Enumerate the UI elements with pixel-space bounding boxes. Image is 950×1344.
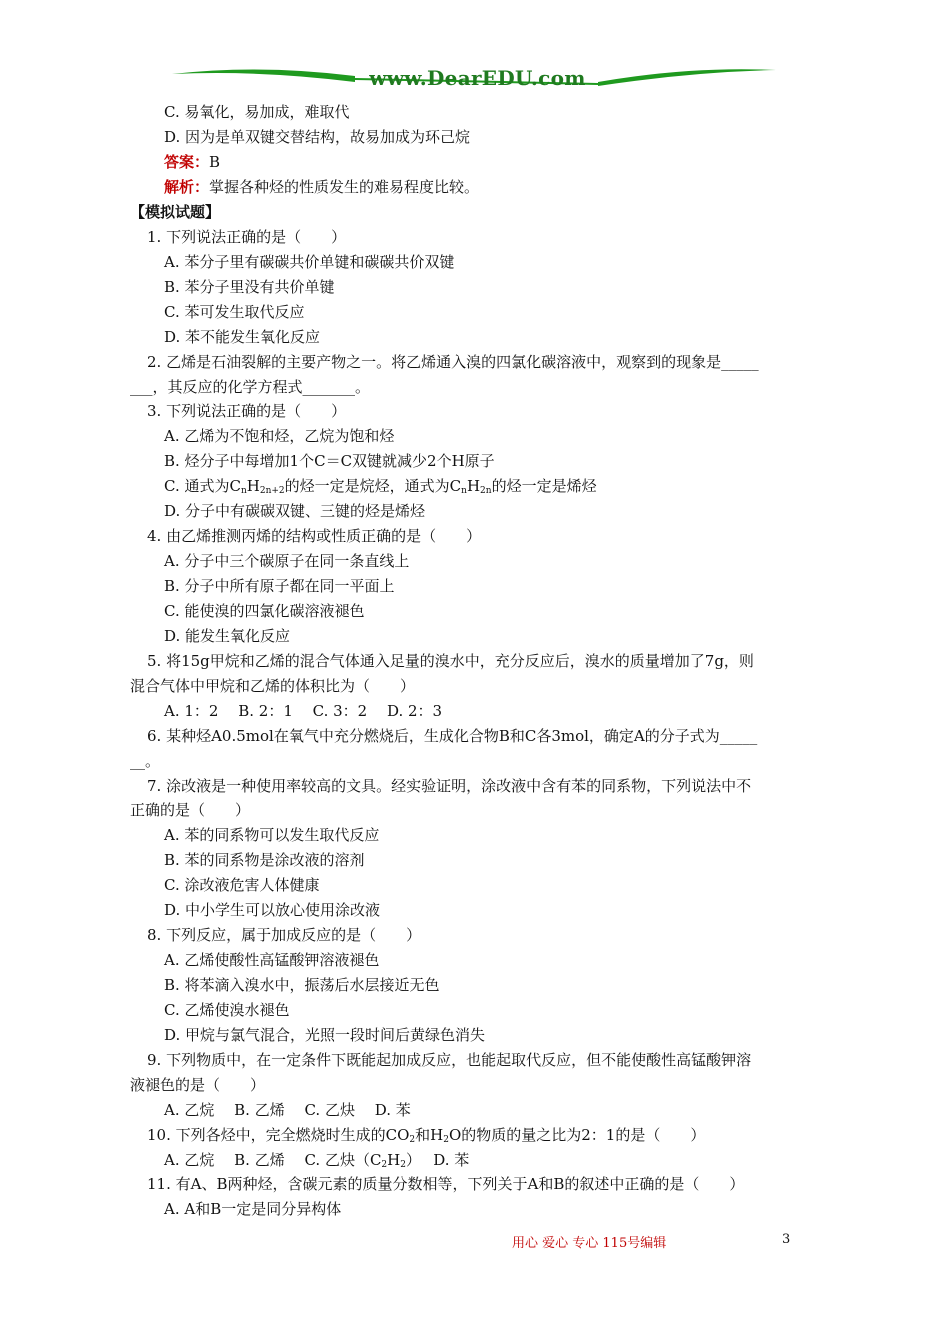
answer-value: B [209, 153, 221, 171]
prev-option-d: D. 因为是单双键交替结构，故易加成为环己烷 [164, 128, 471, 146]
q8-option-b: B. 将苯滴入溴水中，振荡后水层接近无色 [164, 976, 440, 994]
q2-line2: ___，其反应的化学方程式_______。 [130, 378, 371, 396]
q8-option-c: C. 乙烯使溴水褪色 [164, 1001, 290, 1019]
section-title: 【模拟试题】 [130, 203, 221, 221]
q8-stem: 8. 下列反应，属于加成反应的是（ ） [147, 926, 422, 944]
q1-stem: 1. 下列说法正确的是（ ） [147, 228, 347, 246]
q8-option-a: A. 乙烯使酸性高锰酸钾溶液褪色 [164, 951, 380, 969]
site-header-banner [170, 62, 780, 96]
q7-option-b: B. 苯的同系物是涂改液的溶剂 [164, 851, 365, 869]
page-number: 3 [782, 1232, 791, 1247]
q7-option-a: A. 苯的同系物可以发生取代反应 [164, 826, 380, 844]
q5-line1: 5. 将15g甲烷和乙烯的混合气体通入足量的溴水中，充分反应后，溴水的质量增加了7g，则 [147, 652, 754, 670]
q3-option-b: B. 烃分子中每增加1个C＝C双键就减少2个H原子 [164, 452, 495, 470]
footer-slogan: 用心 爱心 专心 115号编辑 [512, 1236, 667, 1251]
q6-line1: 6. 某种烃A0.5mol在氧气中充分燃烧后，生成化合物B和C各3mol，确定A的分子式为_____ [147, 727, 758, 745]
q4-option-a: A. 分子中三个碳原子在同一条直线上 [164, 552, 410, 570]
q6-line2: __。 [130, 752, 161, 770]
q8-option-d: D. 甲烷与氯气混合，光照一段时间后黄绿色消失 [164, 1026, 486, 1044]
q9-options: A. 乙烷 B. 乙烯 C. 乙炔 D. 苯 [164, 1101, 411, 1119]
q7-option-c: C. 涂改液危害人体健康 [164, 876, 320, 894]
q3-option-d: D. 分子中有碳碳双键、三键的烃是烯烃 [164, 502, 426, 520]
explanation-label: 解析： [164, 178, 210, 196]
q11-stem: 11. 有A、B两种烃，含碳元素的质量分数相等，下列关于A和B的叙述中正确的是（ ） [147, 1175, 745, 1193]
q4-stem: 4. 由乙烯推测丙烯的结构或性质正确的是（ ） [147, 527, 482, 545]
q7-option-d: D. 中小学生可以放心使用涂改液 [164, 901, 381, 919]
prev-explanation [164, 177, 479, 197]
q7-line1: 7. 涂改液是一种使用率较高的文具。经实验证明，涂改液中含有苯的同系物，下列说法中不 [147, 777, 752, 795]
q5-line2: 混合气体中甲烷和乙烯的体积比为（ ） [130, 677, 416, 695]
q11-option-a: A. A和B一定是同分异构体 [164, 1200, 342, 1218]
q1-option-a: A. 苯分子里有碳碳共价单键和碳碳共价双键 [164, 253, 455, 271]
q3-option-a: A. 乙烯为不饱和烃，乙烷为饱和烃 [164, 427, 395, 445]
q7-line2: 正确的是（ ） [130, 801, 251, 819]
q1-option-c: C. 苯可发生取代反应 [164, 303, 305, 321]
q2-line1: 2. 乙烯是石油裂解的主要产物之一。将乙烯通入溴的四氯化碳溶液中，观察到的现象是_____ [147, 353, 759, 371]
q1-option-d: D. 苯不能发生氧化反应 [164, 328, 321, 346]
q10-options: A. 乙烷 B. 乙烯 C. 乙炔$(C_2H_2)$ D. 苯 [164, 1151, 470, 1170]
q4-option-c: C. 能使溴的四氯化碳溶液褪色 [164, 602, 365, 620]
q3-option-c: C. 通式为$C_nH_{2n+2}$的烃一定是烷烃，通式为$C_nH_{2n}$的烃一定是烯烃 [164, 477, 597, 496]
explanation-value: 掌握各种烃的性质发生的难易程度比较。 [209, 178, 480, 196]
q1-option-b: B. 苯分子里没有共价单键 [164, 278, 335, 296]
q9-line2: 液褪色的是（ ） [130, 1076, 266, 1094]
site-url: www.DearEDU.com [369, 66, 586, 90]
q10-stem: 10. 下列各烃中，完全燃烧时生成的$CO_2$和$H_2O$的物质的量之比为2：1的是（ ） [147, 1126, 706, 1145]
q5-options: A. 1：2 B. 2：1 C. 3：2 D. 2：3 [164, 702, 443, 720]
q4-option-b: B. 分子中所有原子都在同一平面上 [164, 577, 395, 595]
prev-answer [164, 152, 220, 172]
q4-option-d: D. 能发生氧化反应 [164, 627, 291, 645]
q9-line1: 9. 下列物质中，在一定条件下既能起加成反应，也能起取代反应，但不能使酸性高锰酸钾溶 [147, 1051, 752, 1069]
q3-stem: 3. 下列说法正确的是（ ） [147, 402, 347, 420]
answer-label: 答案： [164, 153, 210, 171]
prev-option-c: C. 易氧化，易加成，难取代 [164, 103, 350, 121]
